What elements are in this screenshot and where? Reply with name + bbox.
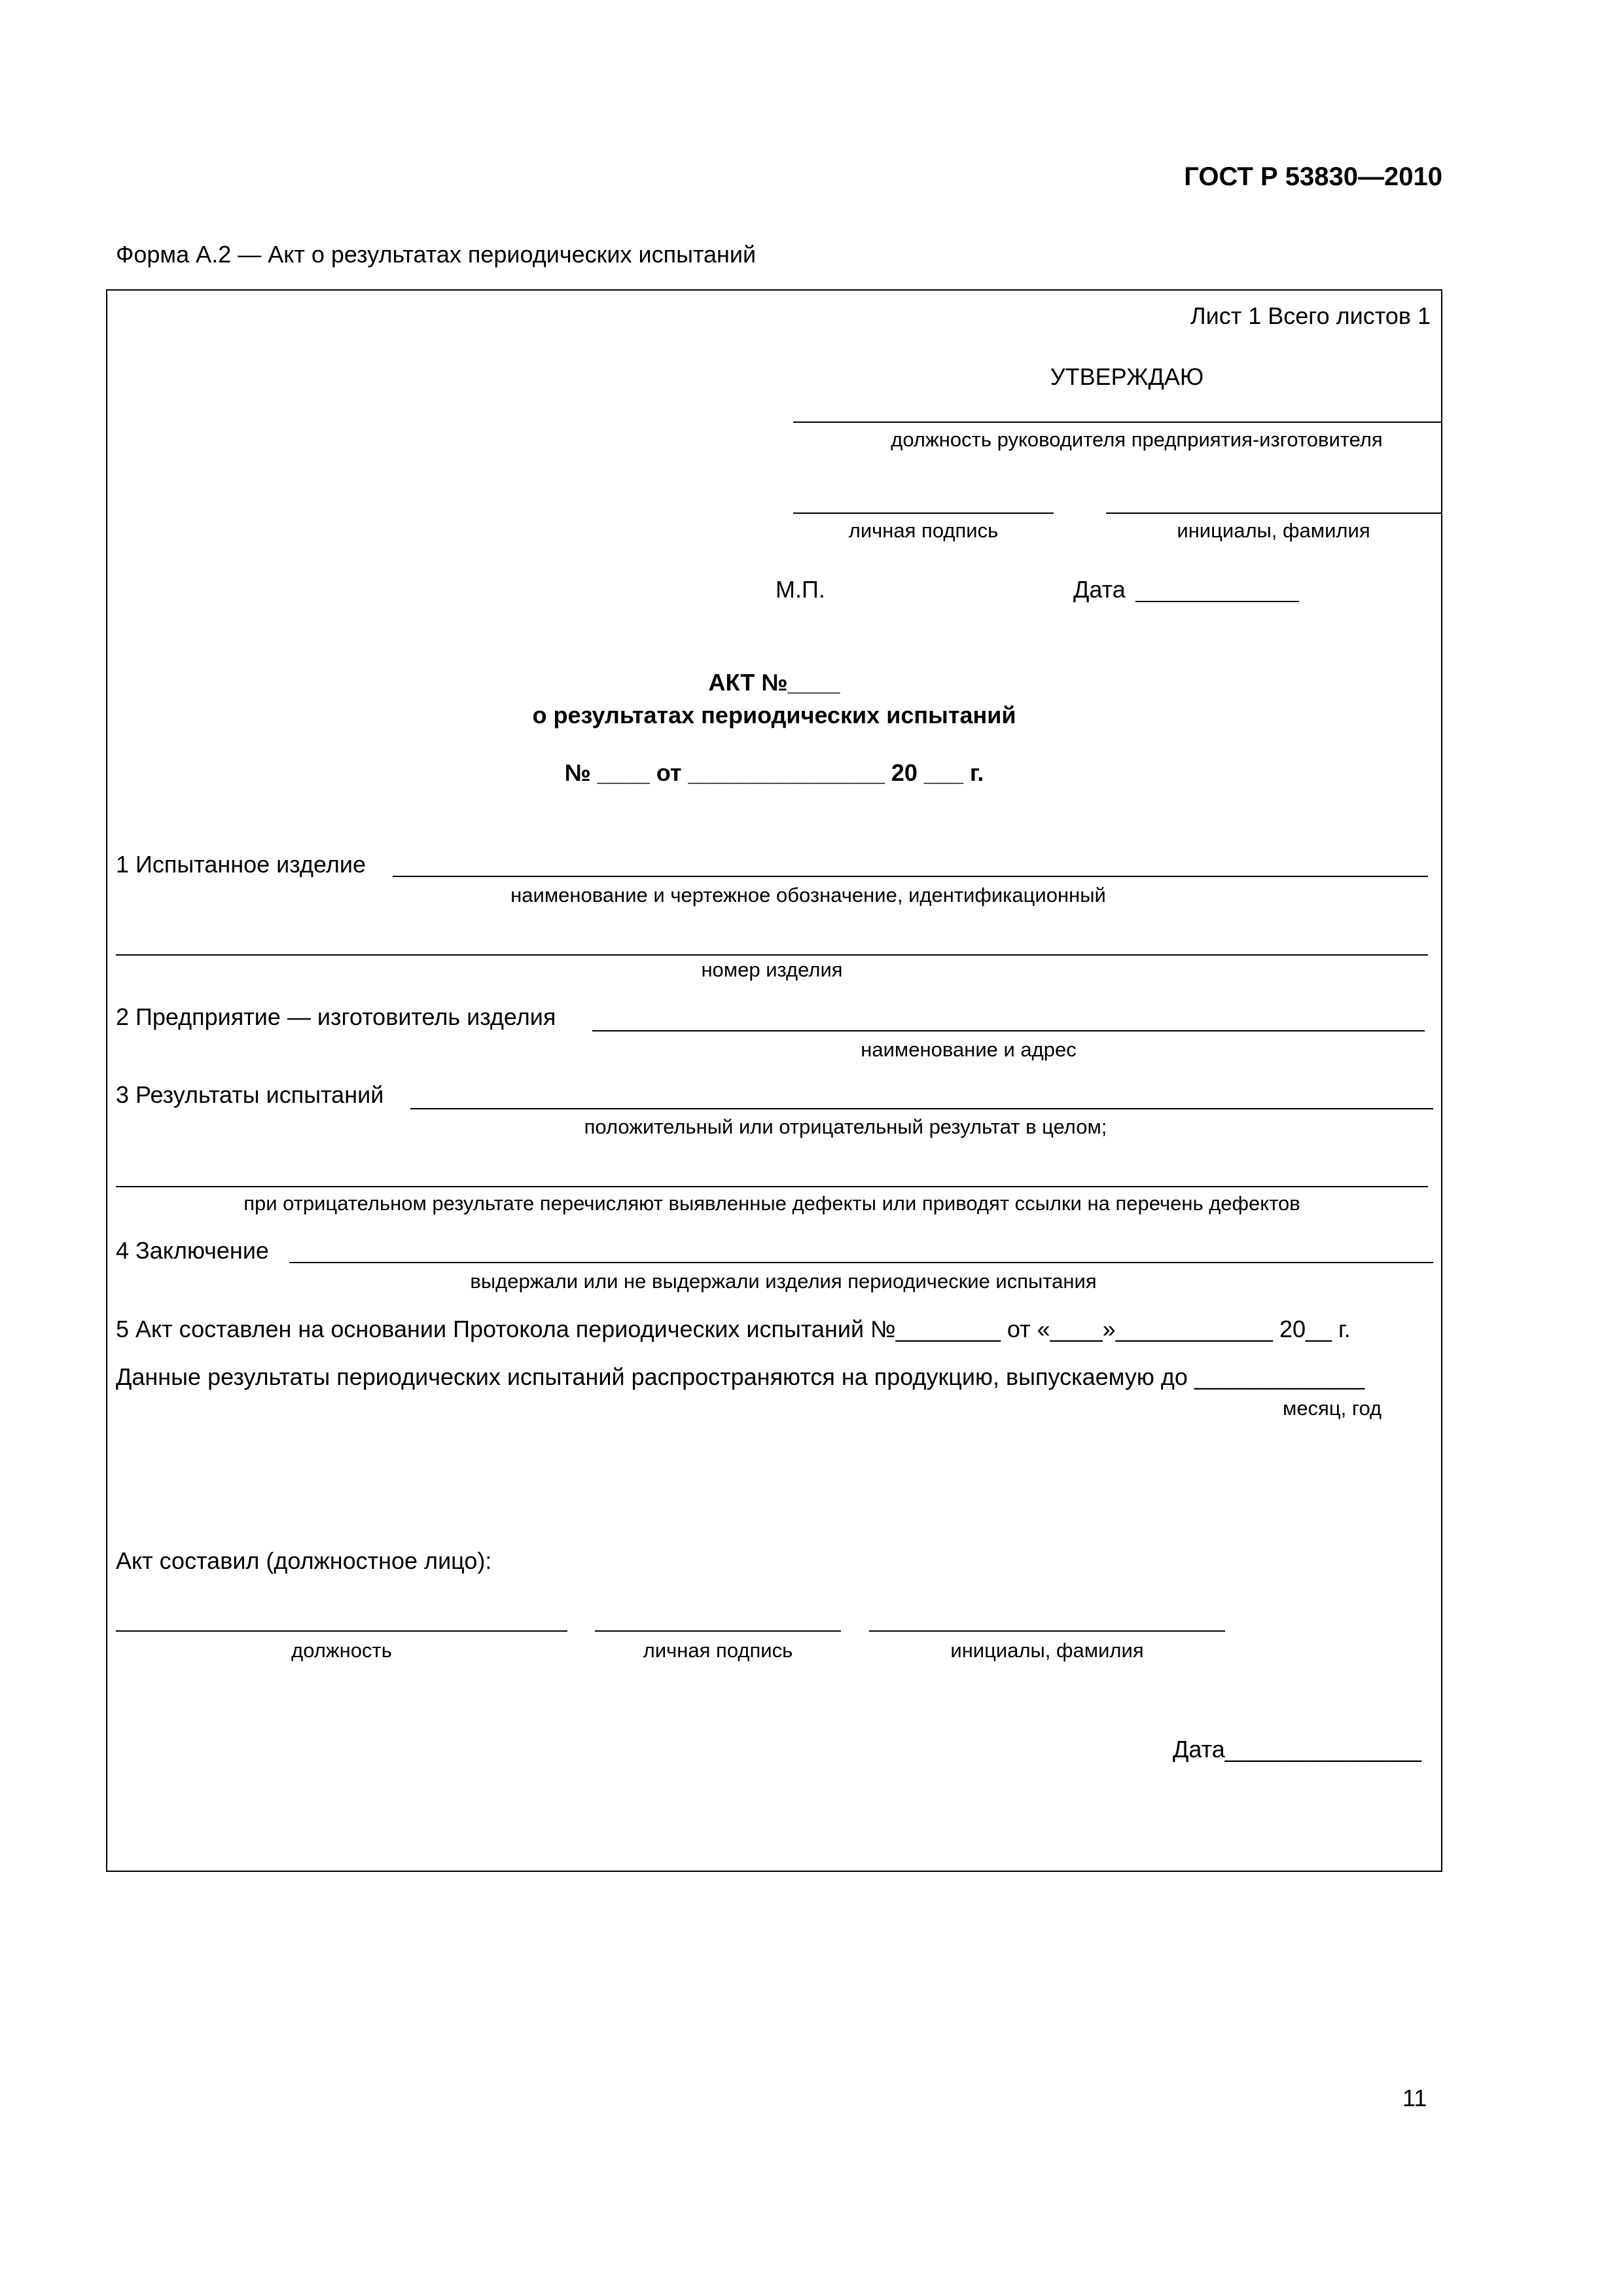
compiler-date[interactable]: Дата_______________ (1173, 1736, 1422, 1763)
approval-position-line[interactable] (793, 422, 1441, 423)
act-number-line[interactable]: № ____ от _______________ 20 ___ г. (564, 759, 984, 786)
form-caption: Форма А.2 — Акт о результатах периодических испытаний (116, 241, 757, 268)
item3-line-b[interactable] (116, 1186, 1428, 1187)
validity-text[interactable]: Данные результаты периодических испытаний распространяются на продукцию, выпускаемую до _____________ (116, 1363, 1365, 1390)
page-number: 11 (1402, 2085, 1427, 2111)
item2-label: 2 Предприятие — изготовитель изделия (116, 1003, 556, 1030)
item5-text[interactable]: 5 Акт составлен на основании Протокола периодических испытаний №________ от «____»____________ 20__ г. (116, 1316, 1351, 1342)
item3-line-a[interactable] (410, 1108, 1433, 1109)
compiler-name-line[interactable] (869, 1630, 1225, 1632)
item3-caption-a: положительный или отрицательный результат в целом; (584, 1115, 1107, 1138)
approval-title: УТВЕРЖДАЮ (1050, 363, 1204, 390)
item4-line[interactable] (289, 1262, 1433, 1263)
approval-date-line[interactable] (1135, 601, 1299, 602)
compiler-name-caption: инициалы, фамилия (950, 1639, 1144, 1662)
item3-label: 3 Результаты испытаний (116, 1081, 384, 1108)
validity-caption: месяц, год (1283, 1397, 1382, 1420)
approval-date-label: Дата (1073, 576, 1126, 603)
item1-caption-a: наименование и чертежное обозначение, идентификационный (510, 884, 1106, 906)
compiler-label: Акт составил (должностное лицо): (116, 1547, 492, 1574)
item4-caption: выдержали или не выдержали изделия периодические испытания (470, 1270, 1097, 1293)
approval-name-line[interactable] (1106, 512, 1441, 514)
approval-signature-line[interactable] (793, 512, 1054, 514)
compiler-signature-line[interactable] (595, 1630, 841, 1632)
approval-signature-caption: личная подпись (848, 519, 999, 542)
approval-name-caption: инициалы, фамилия (1177, 519, 1370, 542)
item1-line-b[interactable] (116, 954, 1428, 956)
compiler-position-caption: должность (291, 1639, 392, 1662)
compiler-signature-caption: личная подпись (643, 1639, 793, 1662)
item2-caption: наименование и адрес (861, 1038, 1077, 1061)
compiler-position-line[interactable] (116, 1630, 567, 1632)
item1-line-a[interactable] (393, 876, 1428, 877)
sheet-info: Лист 1 Всего листов 1 (1190, 302, 1431, 329)
item4-label: 4 Заключение (116, 1237, 269, 1264)
act-subtitle: о результатах периодических испытаний (532, 702, 1016, 728)
item1-caption-b: номер изделия (701, 958, 843, 981)
seal-placeholder: М.П. (776, 576, 825, 603)
item3-caption-b: при отрицательном результате перечисляют выявленные дефекты или приводят ссылки на перечень дефектов (243, 1192, 1300, 1215)
approval-position-caption: должность руководителя предприятия-изготовителя (891, 428, 1383, 451)
item1-label: 1 Испытанное изделие (116, 851, 366, 878)
standard-designation: ГОСТ Р 53830—2010 (1184, 162, 1442, 191)
item2-line[interactable] (592, 1030, 1425, 1031)
act-title: АКТ №____ (708, 669, 840, 696)
